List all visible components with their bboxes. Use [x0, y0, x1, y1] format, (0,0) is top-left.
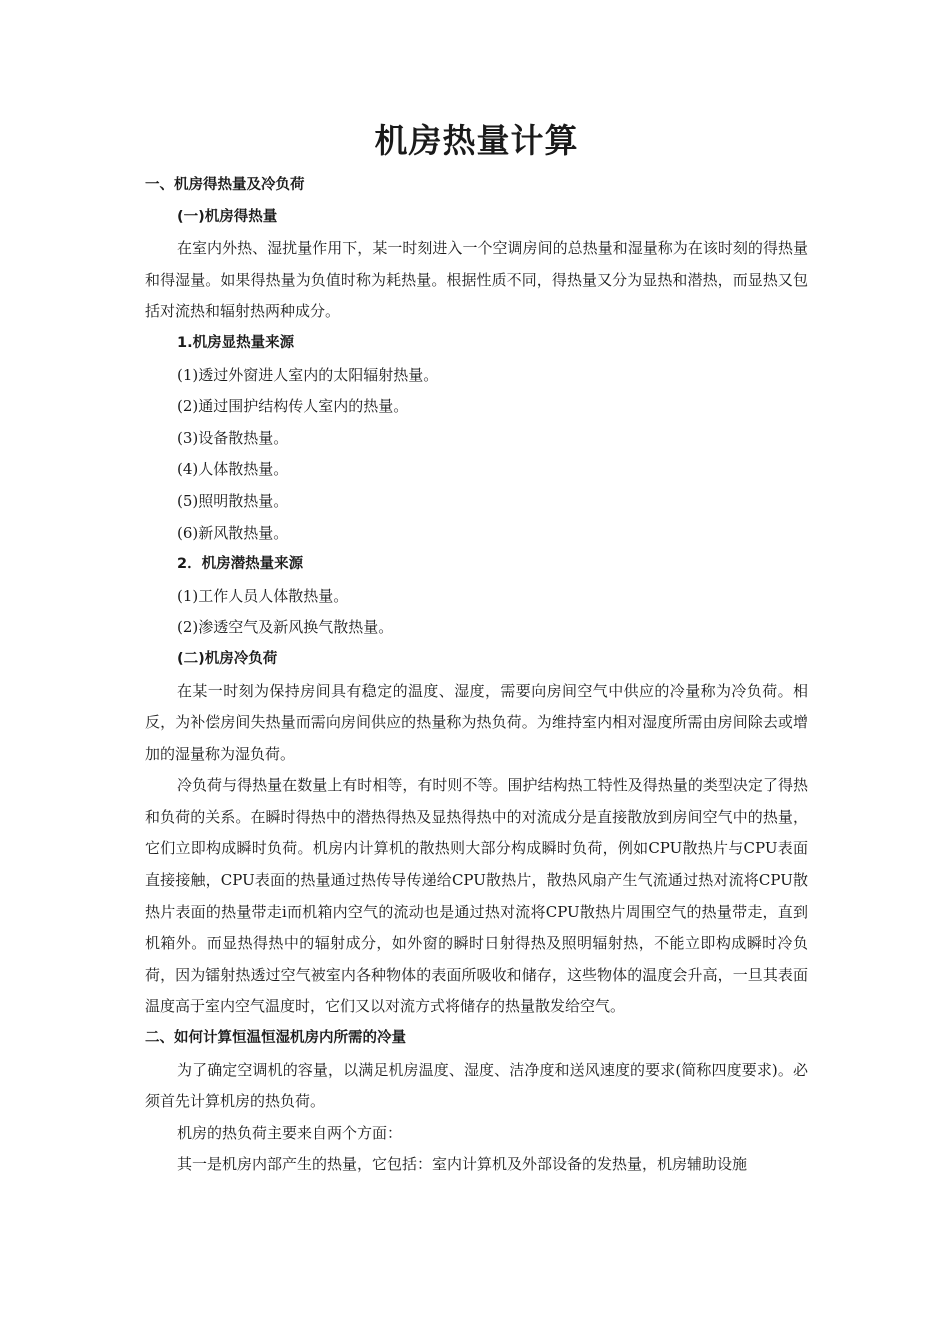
- subsection-heading: 2．机房潜热量来源: [177, 556, 304, 573]
- document-title: 机房热量计算: [374, 121, 579, 160]
- subsection-heading: (二)机房冷负荷: [177, 650, 278, 667]
- list-item: (4)人体散热量。: [177, 460, 289, 479]
- document-page: [145, 118, 808, 1181]
- list-item: (2)通过围护结构传人室内的热量。: [177, 397, 409, 416]
- paragraph: 在室内外热、湿扰量作用下，某一时刻进入一个空调房间的总热量和湿量称为在该时刻的得热量和得湿量。如果得热量为负值时称为耗热量。根据性质不同，得热量又分为显热和潜热，而显热又包括对流热和辐射热两种成分。: [145, 239, 808, 321]
- subsection-heading: 1.机房显热量来源: [177, 334, 295, 351]
- paragraph: 为了确定空调机的容量，以满足机房温度、湿度、洁净度和送风速度的要求(简称四度要求)。必须首先计算机房的热负荷。: [145, 1060, 808, 1111]
- paragraph: 在某一时刻为保持房间具有稳定的温度、湿度，需要向房间空气中供应的冷量称为冷负荷。相反，为补偿房间失热量而需向房间供应的热量称为热负荷。为维持室内相对湿度所需由房间除去或增加的湿量称为湿负荷。: [145, 681, 808, 763]
- paragraph: 冷负荷与得热量在数量上有时相等，有时则不等。围护结构热工特性及得热量的类型决定了得热和负荷的关系。在瞬时得热中的潜热得热及显热得热中的对流成分是直接散放到房间空气中的热量，它们立即构成瞬时负荷。机房内计算机的散热则大部分构成瞬时负荷，例如CPU散热片与CPU表面直接接触，CPU表面的热量通过热传导传递给CPU散热片，散热风扇产生气流通过热对流将CPU散热片表面的热量带走i而机箱内空气的流动也是通过热对流将CPU散热片周围空气的热量带走，直到机箱外。而显热得热中的辐射成分，如外窗的瞬时日射得热及照明辐射热，不能立即构成瞬时冷负荷，因为镭射热透过空气被室内各种物体的表面所吸收和储存，这些物体的温度会升高，一旦其表面温度高于室内空气温度时，它们又以对流方式将储存的热量散发给空气。: [145, 776, 808, 1016]
- list-item: (3)设备散热量。: [177, 428, 289, 447]
- list-item: (1)工作人员人体散热量。: [177, 586, 349, 605]
- list-item: (1)透过外窗进人室内的太阳辐射热量。: [177, 365, 439, 384]
- subsection-heading: (一)机房得热量: [177, 208, 278, 225]
- list-item: (6)新风散热量。: [177, 523, 289, 542]
- section-heading: 一、机房得热量及冷负荷: [145, 177, 305, 193]
- list-item: (2)渗透空气及新风换气散热量。: [177, 618, 394, 637]
- list-item: (5)照明散热量。: [177, 491, 289, 510]
- paragraph: 机房的热负荷主要来自两个方面：: [177, 1123, 403, 1142]
- paragraph: 其一是机房内部产生的热量，它包括：室内计算机及外部设备的发热量，机房辅助设施: [177, 1155, 748, 1174]
- section-heading: 二、如何计算恒温恒湿机房内所需的冷量: [145, 1030, 406, 1047]
